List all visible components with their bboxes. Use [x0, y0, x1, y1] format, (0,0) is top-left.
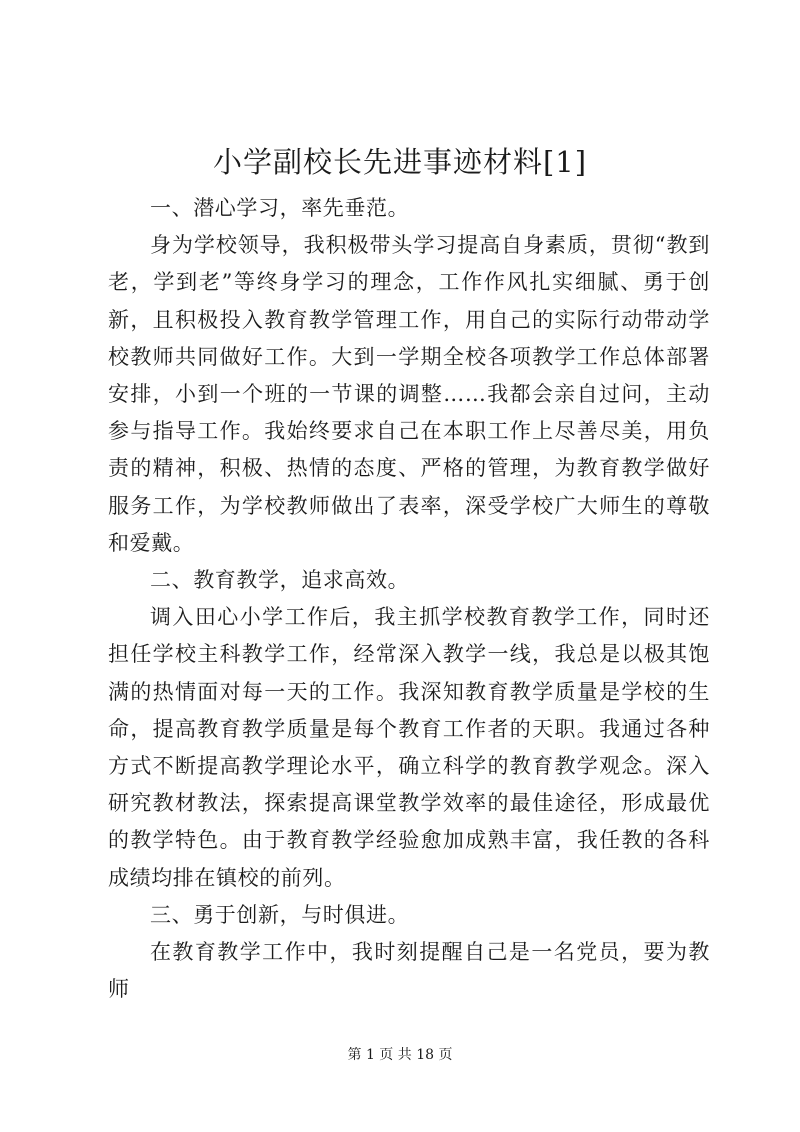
section-heading-3: 三、勇于创新，与时俱进。	[150, 902, 410, 927]
paragraph-2: 调入田心小学工作后，我主抓学校教育教学工作，同时还担任学校主科教学工作，经常深入教学一线，我总是以极其饱满的热情面对每一天的工作。我深知教育教学质量是学校的生命，提高教育教学质量是每个教育工作者的天职。我通过各种方式不断提高教学理论水平，确立科学的教育教学观念。深入研究教材教法，探索提高课堂教学效率的最佳途径，形成最优的教学特色。由于教育教学经验愈加成熟丰富，我任教的各科成绩均排在镇校的前列。	[108, 605, 710, 890]
paragraph-3: 在教育教学工作中，我时刻提醒自己是一名党员，要为教师	[108, 940, 710, 1002]
document-body	[108, 190, 710, 1008]
section-heading-2: 二、教育教学，追求高效。	[150, 568, 410, 593]
page-footer: 第 1 页 共 18 页	[347, 1047, 453, 1063]
section-heading-1: 一、潜心学习，率先垂范。	[150, 196, 410, 220]
document-title: 小学副校长先进事迹材料[1]	[212, 145, 588, 179]
paragraph-1: 身为学校领导，我积极带头学习提高自身素质，贯彻“教到老，学到老”等终身学习的理念，工作作风扎实细腻、勇于创新，且积极投入教育教学管理工作，用自己的实际行动带动学校教师共同做好工作。大到一学期全校各项教学工作总体部署安排，小到一个班的一节课的调整……我都会亲自过问，主动参与指导工作。我始终要求自己在本职工作上尽善尽美，用负责的精神，积极、热情的态度、严格的管理，为教育教学做好服务工作，为学校教师做出了表率，深受学校广大师生的尊敬和爱戴。	[108, 233, 710, 555]
